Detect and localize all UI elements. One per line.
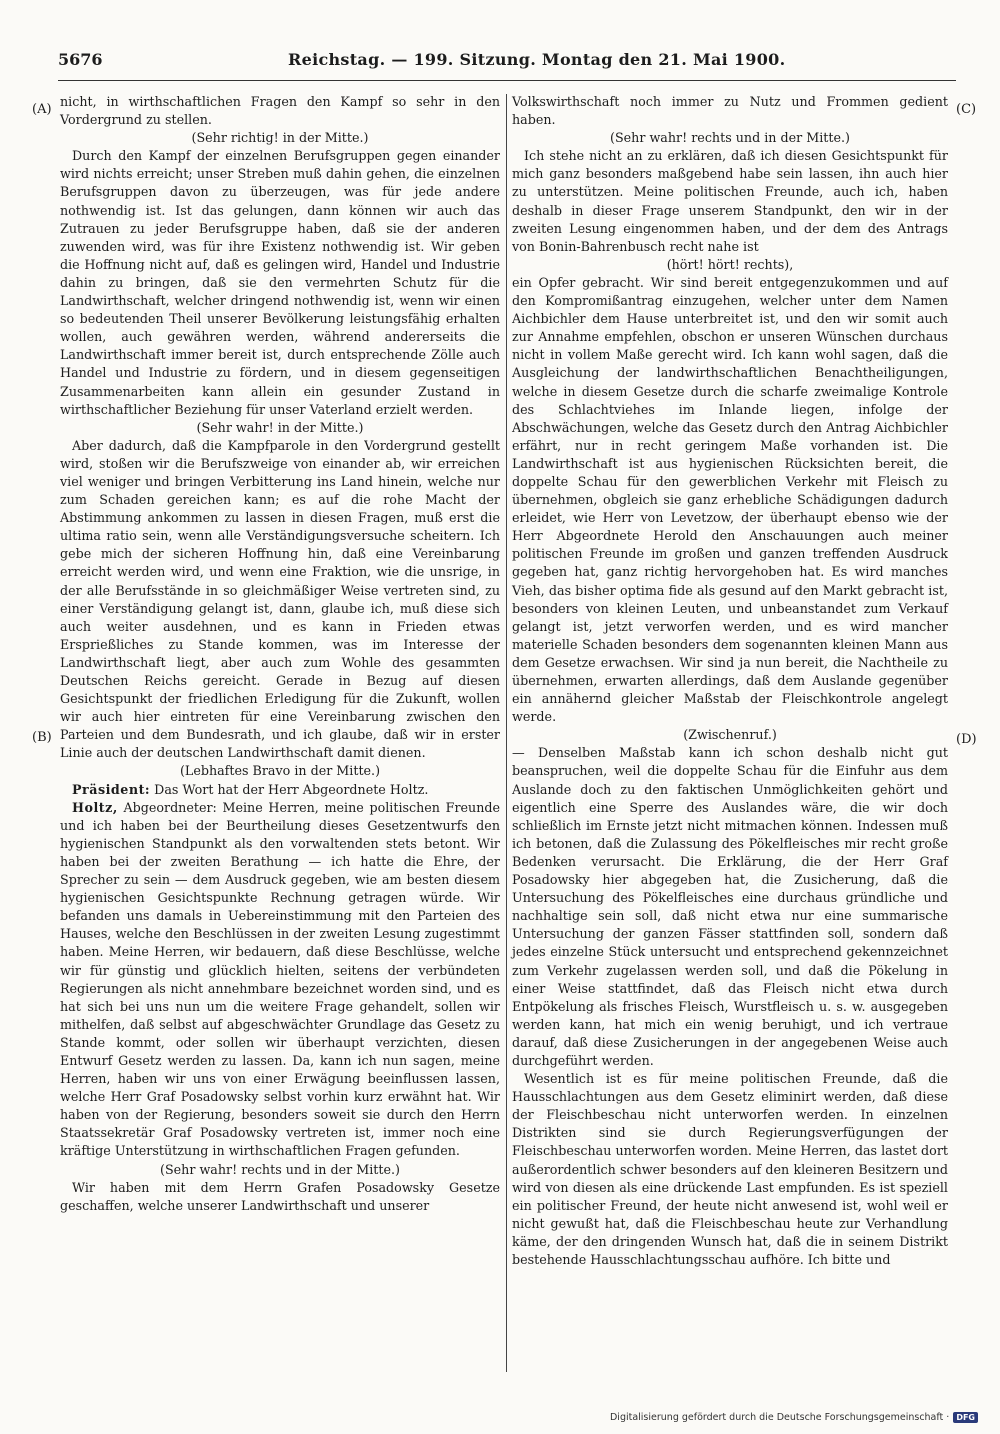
- header-rule: [58, 80, 956, 81]
- paragraph-text: Aber dadurch, daß die Kampfparole in den Vordergrund gestellt wird, stoßen wir die Berufszweige von einander ab, wir erreichen viel weniger und bringen Verbitterung ins Land hinein, welche nur zum Schaden gereichen kann; es auf die rohe Macht der Abstimmung ankommen zu lassen in diesen Fragen, muß erst die ultima ratio sein, wenn alle Verständigungsversuche scheitern. Ich gebe mich der sicheren Hoffnung hin, daß eine Vereinbarung erreicht werden wird, und wenn eine Fraktion, wie die unsrige, in der alle Berufsstände in so gleichmäßiger Weise vertreten sind, zu einer Verständigung gelangt ist, dann, glaube ich, muß diese sich auch weiter ausdehnen, und es kann in Frieden etwas Ersprießliches zu Stande kommen, was im Interesse der Landwirthschaft liegt, aber auch zum Wohle des gesammten Deutschen Reichs gereicht. Gerade in Bezug auf diesen Gesichtspunkt der friedlichen Erledigung für die Zukunft, wollen wir auch hier eintreten für eine Vereinbarung zwischen den Parteien und dem Bundesrath, und ich glaube, daß wir in erster Linie auch der deutschen Landwirthschaft damit dienen.: [60, 437, 500, 761]
- paragraph: [60, 437, 500, 763]
- left-text-column: [60, 93, 500, 1215]
- paragraph-text: (Lebhaftes Bravo in der Mitte.): [179, 763, 381, 779]
- paragraph: [60, 781, 500, 799]
- margin-marker-d: (D): [956, 732, 977, 747]
- margin-marker-a: (A): [32, 102, 52, 117]
- interjection: [60, 129, 500, 147]
- margin-marker-b: (B): [32, 730, 52, 745]
- interjection: [512, 726, 948, 744]
- paragraph: [60, 93, 500, 129]
- paragraph: [512, 147, 948, 256]
- paragraph-text: nicht, in wirthschaftlichen Fragen den Kampf so sehr in den Vordergrund zu stellen.: [60, 94, 500, 128]
- paragraph-text: Abgeordneter: Meine Herren, meine politischen Freunde und ich haben bei der Beurtheilung dieses Gesetzentwurfs den hygienischen Standpunkt als den vorwaltenden stets betont. Wir haben bei der zweiten Berathung — ich hatte die Ehre, der Sprecher zu sein — dem Ausdruck gegeben, wie am besten diesem hygienischen Gesichtspunkte Rechnung getragen würde. Wir befanden uns damals in Uebereinstimmung mit den Parteien des Hauses, welche den Beschlüssen in der zweiten Lesung zugestimmt haben. Meine Herren, wir bedauern, daß diese Beschlüsse, welche wir für günstig und glücklich hielten, seitens der verbündeten Regierungen als nicht annehmbare bezeichnet worden sind, und es hat sich bei uns nun um die weitere Frage gehandelt, sollen wir mithelfen, daß selbst auf abgeschwächter Grundlage das Gesetz zu Stande kommt, oder sollen wir überhaupt verzichten, diesen Entwurf Gesetz werden zu lassen. Da, kann ich nun sagen, meine Herren, haben wir uns von einer Erwägung beeinflussen lassen, welche Herr Graf Posadowsky selbst vorhin kurz erwähnt hat. Wir haben von der Regierung, besonders soweit sie durch den Herrn Staatssekretär Graf Posadowsky vertreten ist, immer noch eine kräftige Unterstützung in wirthschaftlichen Fragen gefunden.: [60, 799, 500, 1159]
- paragraph-text: Durch den Kampf der einzelnen Berufsgruppen gegen einander wird nichts erreicht; unser Streben muß dahin gehen, die einzelnen Berufsgruppen davon zu überzeugen, was für jede andere nothwendig ist. Ist das gelungen, dann können wir auch das Zutrauen zu jeder Berufsgruppe haben, daß sie der anderen zuwenden wird, was für ihre Existenz nothwendig ist. Wir geben die Hoffnung nicht auf, daß es gelingen wird, Handel und Industrie dahin zu bringen, daß sie den vermehrten Schutz für die Landwirthschaft, welcher dringend nothwendig ist, wenn wir einen so bedeutenden Theil unserer Bevölkerung leistungsfähig erhalten wollen, auch gewähren werden, während andererseits die Landwirthschaft immer bereit ist, durch entsprechende Zölle auch Handel und Industrie zu fördern, und in diesem gegenseitigen Zusammenarbeiten kann allein ein gesunder Zustand in wirthschaftlicher Beziehung für unser Vaterland erzielt werden.: [60, 148, 500, 417]
- column-divider: [506, 94, 507, 1372]
- paragraph: [512, 1070, 948, 1269]
- paragraph-text: (hört! hört! rechts),: [666, 256, 794, 272]
- paragraph-text: (Sehr richtig! in der Mitte.): [191, 130, 369, 146]
- paragraph-text: Volkswirthschaft noch immer zu Nutz und Frommen gedient haben.: [512, 94, 948, 128]
- paragraph-text: (Zwischenruf.): [683, 727, 777, 743]
- paragraph-text: Wesentlich ist es für meine politischen Freunde, daß die Hausschlachtungen aus dem Gesetz eliminirt werden, daß diese der Fleischbeschau nicht unterworfen werden. In einzelnen Distrikten sind sie durch Regierungsverfügungen der Fleischbeschau unterworfen worden. Meine Herren, das lastet dort außerordentlich schwer besonders auf den kleineren Besitzern und wird von diesen als eine drückende Last empfunden. Es ist speziell ein politischer Freund, der heute nicht anwesend ist, wohl weil er nicht gewußt hat, daß die Fleischbeschau heute zur Verhandlung käme, der den dringenden Wunsch hat, daß die in seinem Distrikt bestehende Hausschlachtungsschau aufhöre. Ich bitte und: [512, 1071, 948, 1267]
- paragraph-text: Das Wort hat der Herr Abgeordnete Holtz.: [150, 781, 429, 797]
- paragraph: [60, 1179, 500, 1215]
- paragraph-text: (Sehr wahr! rechts und in der Mitte.): [610, 130, 850, 146]
- paragraph: [512, 274, 948, 726]
- paragraph-text: (Sehr wahr! rechts und in der Mitte.): [160, 1161, 400, 1177]
- interjection: [512, 129, 948, 147]
- paragraph-text: — Denselben Maßstab kann ich schon deshalb nicht gut beanspruchen, weil die doppelte Schau für die Einfuhr aus dem Auslande doch zu den faktischen Unmöglichkeiten gehört und eigentlich eine Sperre des Auslandes wäre, die wir doch schließlich im Ernste jetzt nicht mitmachen können. Indessen muß ich betonen, daß die Zulassung des Pökelfleisches mir recht große Bedenken verursacht. Die Erklärung, die der Herr Graf Posadowsky hier abgegeben hat, die Zusicherung, daß die Untersuchung des Pökelfleisches eine durchaus gründliche und nachhaltige sein soll, daß nicht etwa nur eine summarische Untersuchung der ganzen Fässer stattfinden soll, sondern daß jedes einzelne Stück untersucht und entsprechend gekennzeichnet zum Verkehr zugelassen werden soll, und daß die Pökelung in einer Weise stattfindet, daß das Fleisch nicht etwa durch Entpökelung als frisches Fleisch, Wurstfleisch u. s. w. ausgegeben werden kann, hat mich ein wenig beruhigt, und ich vertraue darauf, daß diese Zusicherungen in der angegebenen Weise auch durchgeführt werden.: [512, 745, 948, 1068]
- paragraph-text: ein Opfer gebracht. Wir sind bereit entgegenzukommen und auf den Kompromißantrag einzugehen, welcher unter dem Namen Aichbichler dem Hause unterbreitet ist, und den wir somit auch zur Annahme empfehlen, obschon er unseren Wünschen durchaus nicht in vollem Maße gerecht wird. Ich kann wohl sagen, daß die Ausgleichung der landwirthschaftlichen Benachtheiligungen, welche in diesem Gesetze durch die scharfe zweimalige Kontrole des Schlachtviehes im Inlande liegen, infolge der Abschwächungen, welche das Gesetz durch den Antrag Aichbichler erfährt, nur in recht geringem Maße vorhanden ist. Die Landwirthschaft ist aus hygienischen Rücksichten bereit, die doppelte Schau für den gewerblichen Verkehr mit Fleisch zu übernehmen, obgleich sie ganz erhebliche Schädigungen dadurch erleidet, wie Herr von Levetzow, der überhaupt ebenso wie der Herr Abgeordnete Herold den Anschauungen auch meiner politischen Freunde im großen und ganzen treffenden Ausdruck gegeben hat, ganz richtig hervorgehoben hat. Es wird manches Vieh, das bisher optima fide als gesund auf den Markt gebracht ist, besonders von kleinen Leuten, und unbeanstandet zum Verkauf gelangt ist, jetzt verworfen werden, und es wird mancher materielle Schaden besonders dem sogenannten kleinen Mann aus dem Gesetze erwachsen. Wir sind ja nun bereit, die Nachtheile zu übernehmen, erwarten allerdings, daß dem Auslande gegenüber ein annähernd gleicher Maßstab der Fleischkontrole angelegt werde.: [512, 274, 948, 725]
- paragraph: [60, 147, 500, 418]
- running-title: Reichstag. — 199. Sitzung. Montag den 21. Mai 1900.: [288, 50, 786, 69]
- paragraph: [512, 93, 948, 129]
- dfg-logo: DFG: [953, 1412, 978, 1423]
- interjection: [60, 419, 500, 437]
- paragraph-text: Ich stehe nicht an zu erklären, daß ich diesen Gesichtspunkt für mich ganz besonders maßgebend habe sein lassen, ihn auch hier zu unterstützen. Meine politischen Freunde, auch ich, haben deshalb in dieser Frage unserem Standpunkt, den wir in der zweiten Lesung eingenommen haben, und der dem des Antrags von Bonin-Bahrenbusch recht nahe ist: [512, 148, 948, 254]
- speaker-name: Präsident:: [72, 781, 151, 797]
- paragraph-text: (Sehr wahr! in der Mitte.): [196, 419, 364, 435]
- paragraph: [512, 744, 948, 1070]
- right-text-column: [512, 93, 948, 1269]
- page-header: [58, 50, 956, 76]
- page-number: 5676: [58, 50, 103, 69]
- paragraph-text: Wir haben mit dem Herrn Grafen Posadowsky Gesetze geschaffen, welche unserer Landwirthschaft und unserer: [60, 1179, 500, 1213]
- interjection: [512, 256, 948, 274]
- interjection: [60, 1161, 500, 1179]
- footer-credit: [610, 1412, 978, 1423]
- margin-marker-c: (C): [956, 102, 977, 117]
- speaker-name: Holtz,: [72, 799, 118, 815]
- interjection: [60, 762, 500, 780]
- footer-credit-text: Digitalisierung gefördert durch die Deutsche Forschungsgemeinschaft ·: [609, 1412, 950, 1423]
- paragraph: [60, 799, 500, 1161]
